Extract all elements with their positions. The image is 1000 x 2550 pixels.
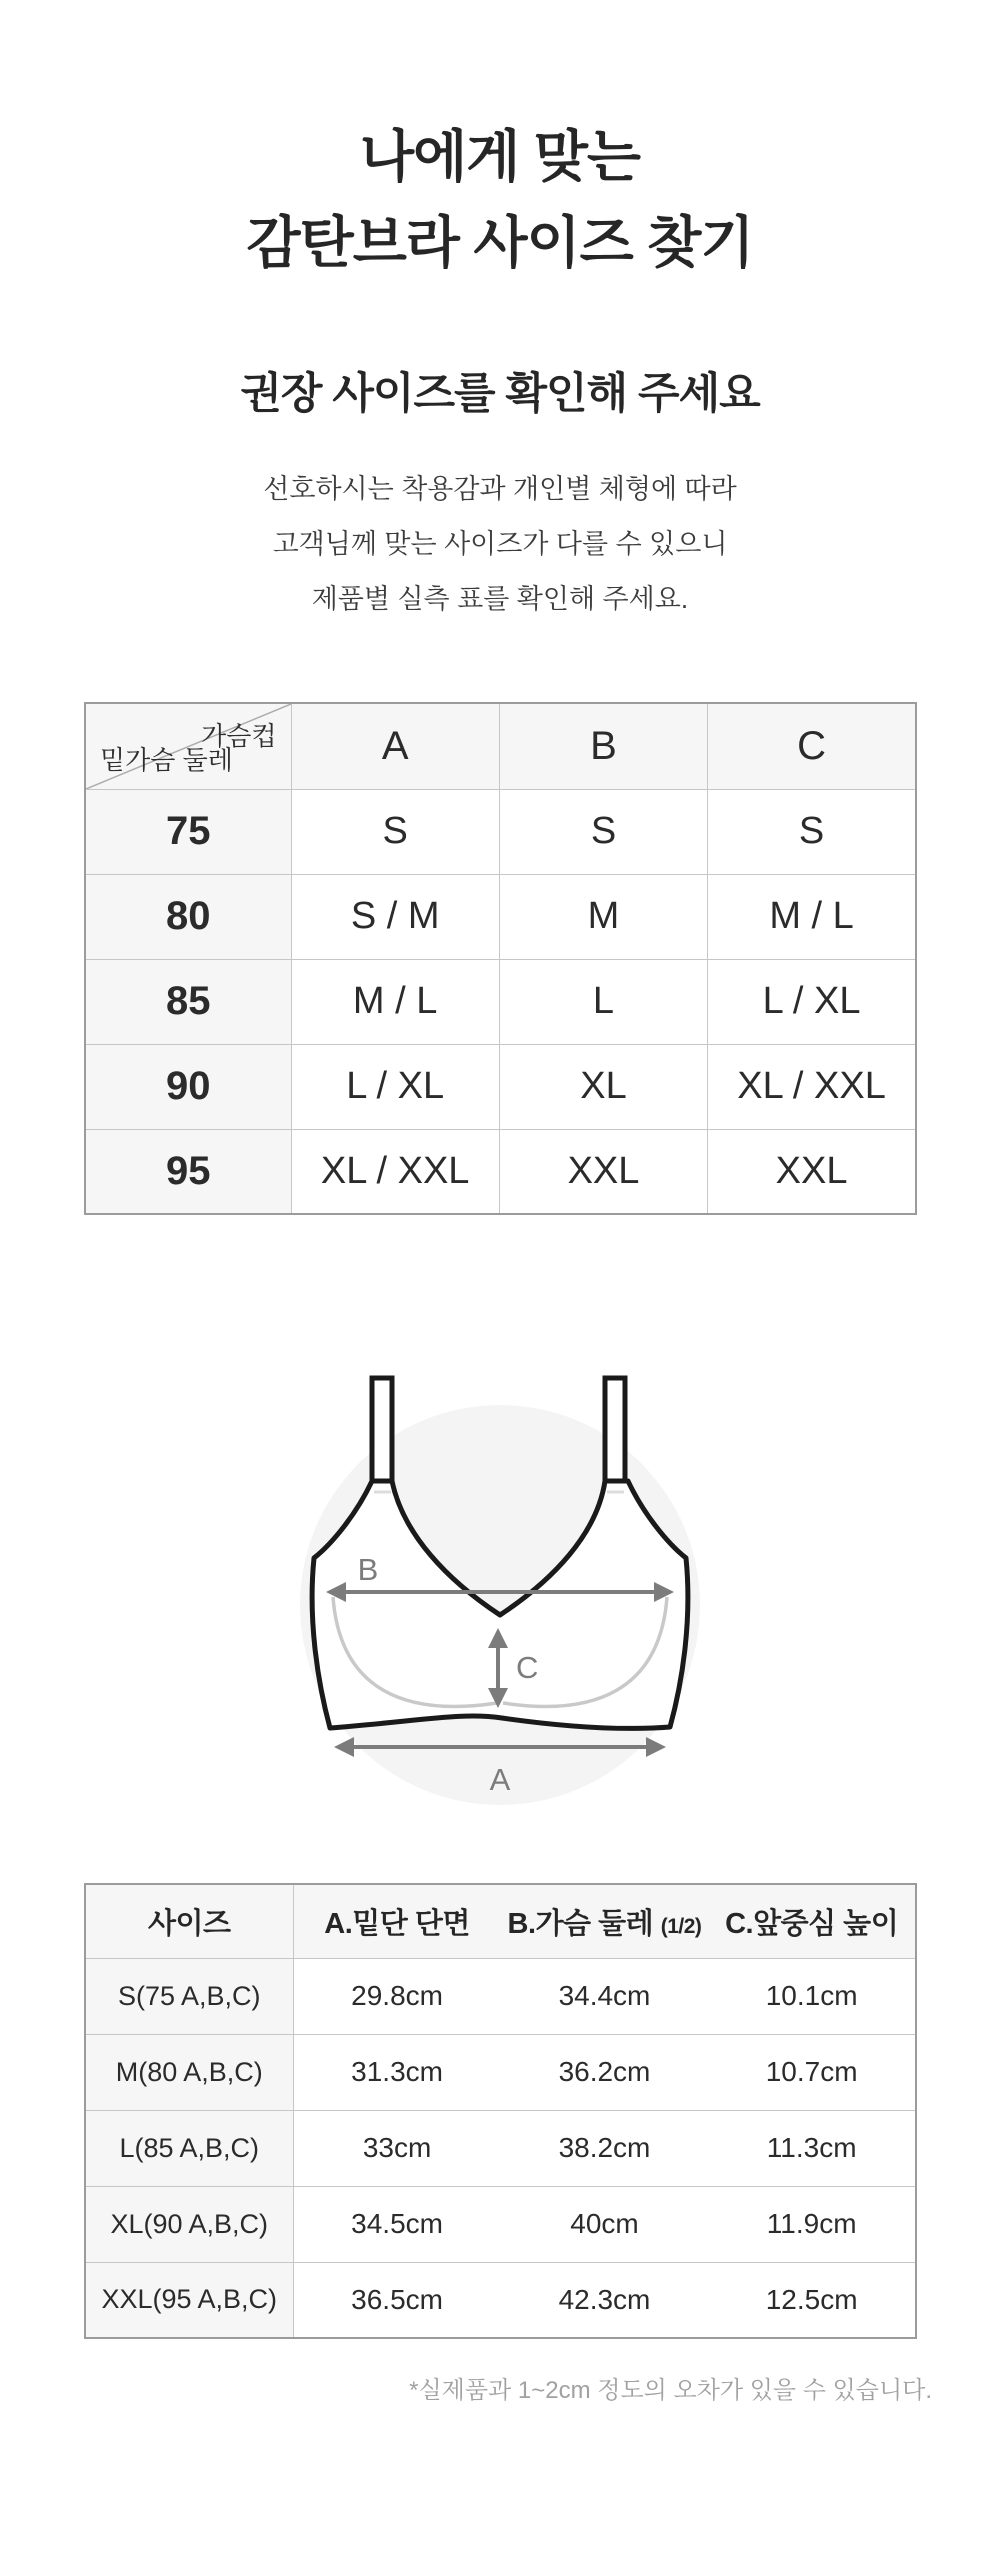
- underbust-label: 80: [85, 874, 291, 959]
- size-value: M / L: [708, 874, 916, 959]
- measurement-size-label: XXL(95 A,B,C): [85, 2262, 293, 2338]
- measurement-table: [84, 1883, 917, 2339]
- size-value: L / XL: [708, 959, 916, 1044]
- page-title-line1: 나에게 맞는: [359, 125, 641, 188]
- measurement-size-label: XL(90 A,B,C): [85, 2186, 293, 2262]
- measurement-header-row: [85, 1884, 916, 1958]
- arrow-a-right-head: [646, 1737, 666, 1757]
- corner-label-underbust: 밑가슴 둘레: [100, 744, 233, 775]
- measurement-value-c: 12.5cm: [765, 2283, 858, 2315]
- measurement-header-b: [501, 1884, 709, 1958]
- measurement-header-b-text: B.가슴 둘레: [507, 1907, 654, 1940]
- measurement-row-xl: [85, 2186, 916, 2262]
- size-chart-header-row: [85, 703, 916, 789]
- size-chart-row-75: [85, 789, 916, 874]
- tolerance-footnote: *실제품과 1~2cm 정도의 오차가 있을 수 있습니다.: [409, 2377, 932, 2404]
- page-title-line2: 감탄브라 사이즈 찾기: [246, 211, 754, 274]
- measurement-size-label: L(85 A,B,C): [85, 2110, 293, 2186]
- column-header-cup-c: C: [708, 703, 916, 789]
- size-value: M / L: [291, 959, 499, 1044]
- size-chart-row-80: [85, 874, 916, 959]
- size-value: XL / XXL: [291, 1129, 499, 1214]
- measurement-value-a: 29.8cm: [293, 1958, 501, 2034]
- measurement-header-a: A.밑단 단면: [293, 1884, 501, 1958]
- size-value: S: [291, 789, 499, 874]
- measurement-value-c: 10.1cm: [708, 1958, 916, 2034]
- size-value: XL: [499, 1044, 707, 1129]
- size-chart-corner-cell: [85, 703, 291, 789]
- bra-measurement-diagram: [0, 1372, 1000, 1817]
- underbust-label: 75: [85, 789, 291, 874]
- underbust-label: 90: [85, 1044, 291, 1129]
- measurement-row-xxl: [85, 2262, 916, 2338]
- measurement-row-s: [85, 1958, 916, 2034]
- column-header-cup-a: A: [291, 703, 499, 789]
- arrow-a-left-head: [334, 1737, 354, 1757]
- size-value: S: [499, 789, 707, 874]
- measurement-value-a: 33cm: [293, 2110, 501, 2186]
- measurement-value-c: 10.7cm: [708, 2034, 916, 2110]
- measurement-row-m: [85, 2034, 916, 2110]
- size-value: L / XL: [291, 1044, 499, 1129]
- description-line3: 제품별 실측 표를 확인해 주세요.: [311, 584, 689, 614]
- size-value: S / M: [291, 874, 499, 959]
- measurement-size-label: M(80 A,B,C): [85, 2034, 293, 2110]
- right-strap: [605, 1378, 625, 1481]
- measurement-value-a: 31.3cm: [293, 2034, 501, 2110]
- measurement-value-a: 34.5cm: [293, 2186, 501, 2262]
- size-value: M: [499, 874, 707, 959]
- measurement-header-c: C.앞중심 높이: [708, 1884, 916, 1958]
- measurement-size-label: S(75 A,B,C): [85, 1958, 293, 2034]
- underbust-label: 95: [85, 1129, 291, 1214]
- column-header-cup-b: B: [499, 703, 707, 789]
- measurement-header-b-suffix: (1/2): [660, 1914, 702, 1938]
- measurement-value-b: 34.4cm: [501, 1958, 709, 2034]
- page-title: [0, 114, 1000, 286]
- description-paragraph: [0, 462, 1000, 627]
- measurement-header-size: 사이즈: [85, 1884, 293, 1958]
- description-line1: 선호하시는 착용감과 개인별 체형에 따라: [263, 474, 737, 504]
- size-chart-row-90: [85, 1044, 916, 1129]
- measurement-value-c: 11.3cm: [708, 2110, 916, 2186]
- size-value: XXL: [499, 1129, 707, 1214]
- section-subtitle: 권장 사이즈를 확인해 주세요: [240, 370, 760, 418]
- measurement-value-b: 42.3cm: [558, 2283, 651, 2315]
- measurement-value-b: 38.2cm: [501, 2110, 709, 2186]
- size-chart-row-85: [85, 959, 916, 1044]
- measurement-row-l: [85, 2110, 916, 2186]
- size-value: XXL: [708, 1129, 916, 1214]
- corner-label-cup: 가슴컵: [201, 721, 277, 751]
- size-chart-table: [84, 702, 917, 1215]
- description-line2: 고객님께 맞는 사이즈가 다를 수 있으니: [272, 529, 728, 559]
- measurement-value-a: 36.5cm: [351, 2283, 443, 2315]
- size-value: L: [499, 959, 707, 1044]
- size-value: XL / XXL: [708, 1044, 916, 1129]
- diagram-label-c: C: [516, 1650, 539, 1685]
- diagram-label-a: A: [489, 1762, 511, 1797]
- underbust-label: 85: [85, 959, 291, 1044]
- left-strap: [372, 1378, 392, 1481]
- measurement-value-c: 11.9cm: [708, 2186, 916, 2262]
- size-value: S: [708, 789, 916, 874]
- diagram-label-b: B: [357, 1552, 379, 1587]
- size-chart-row-95: [85, 1129, 916, 1214]
- measurement-value-b: 36.2cm: [501, 2034, 709, 2110]
- measurement-value-b: 40cm: [501, 2186, 709, 2262]
